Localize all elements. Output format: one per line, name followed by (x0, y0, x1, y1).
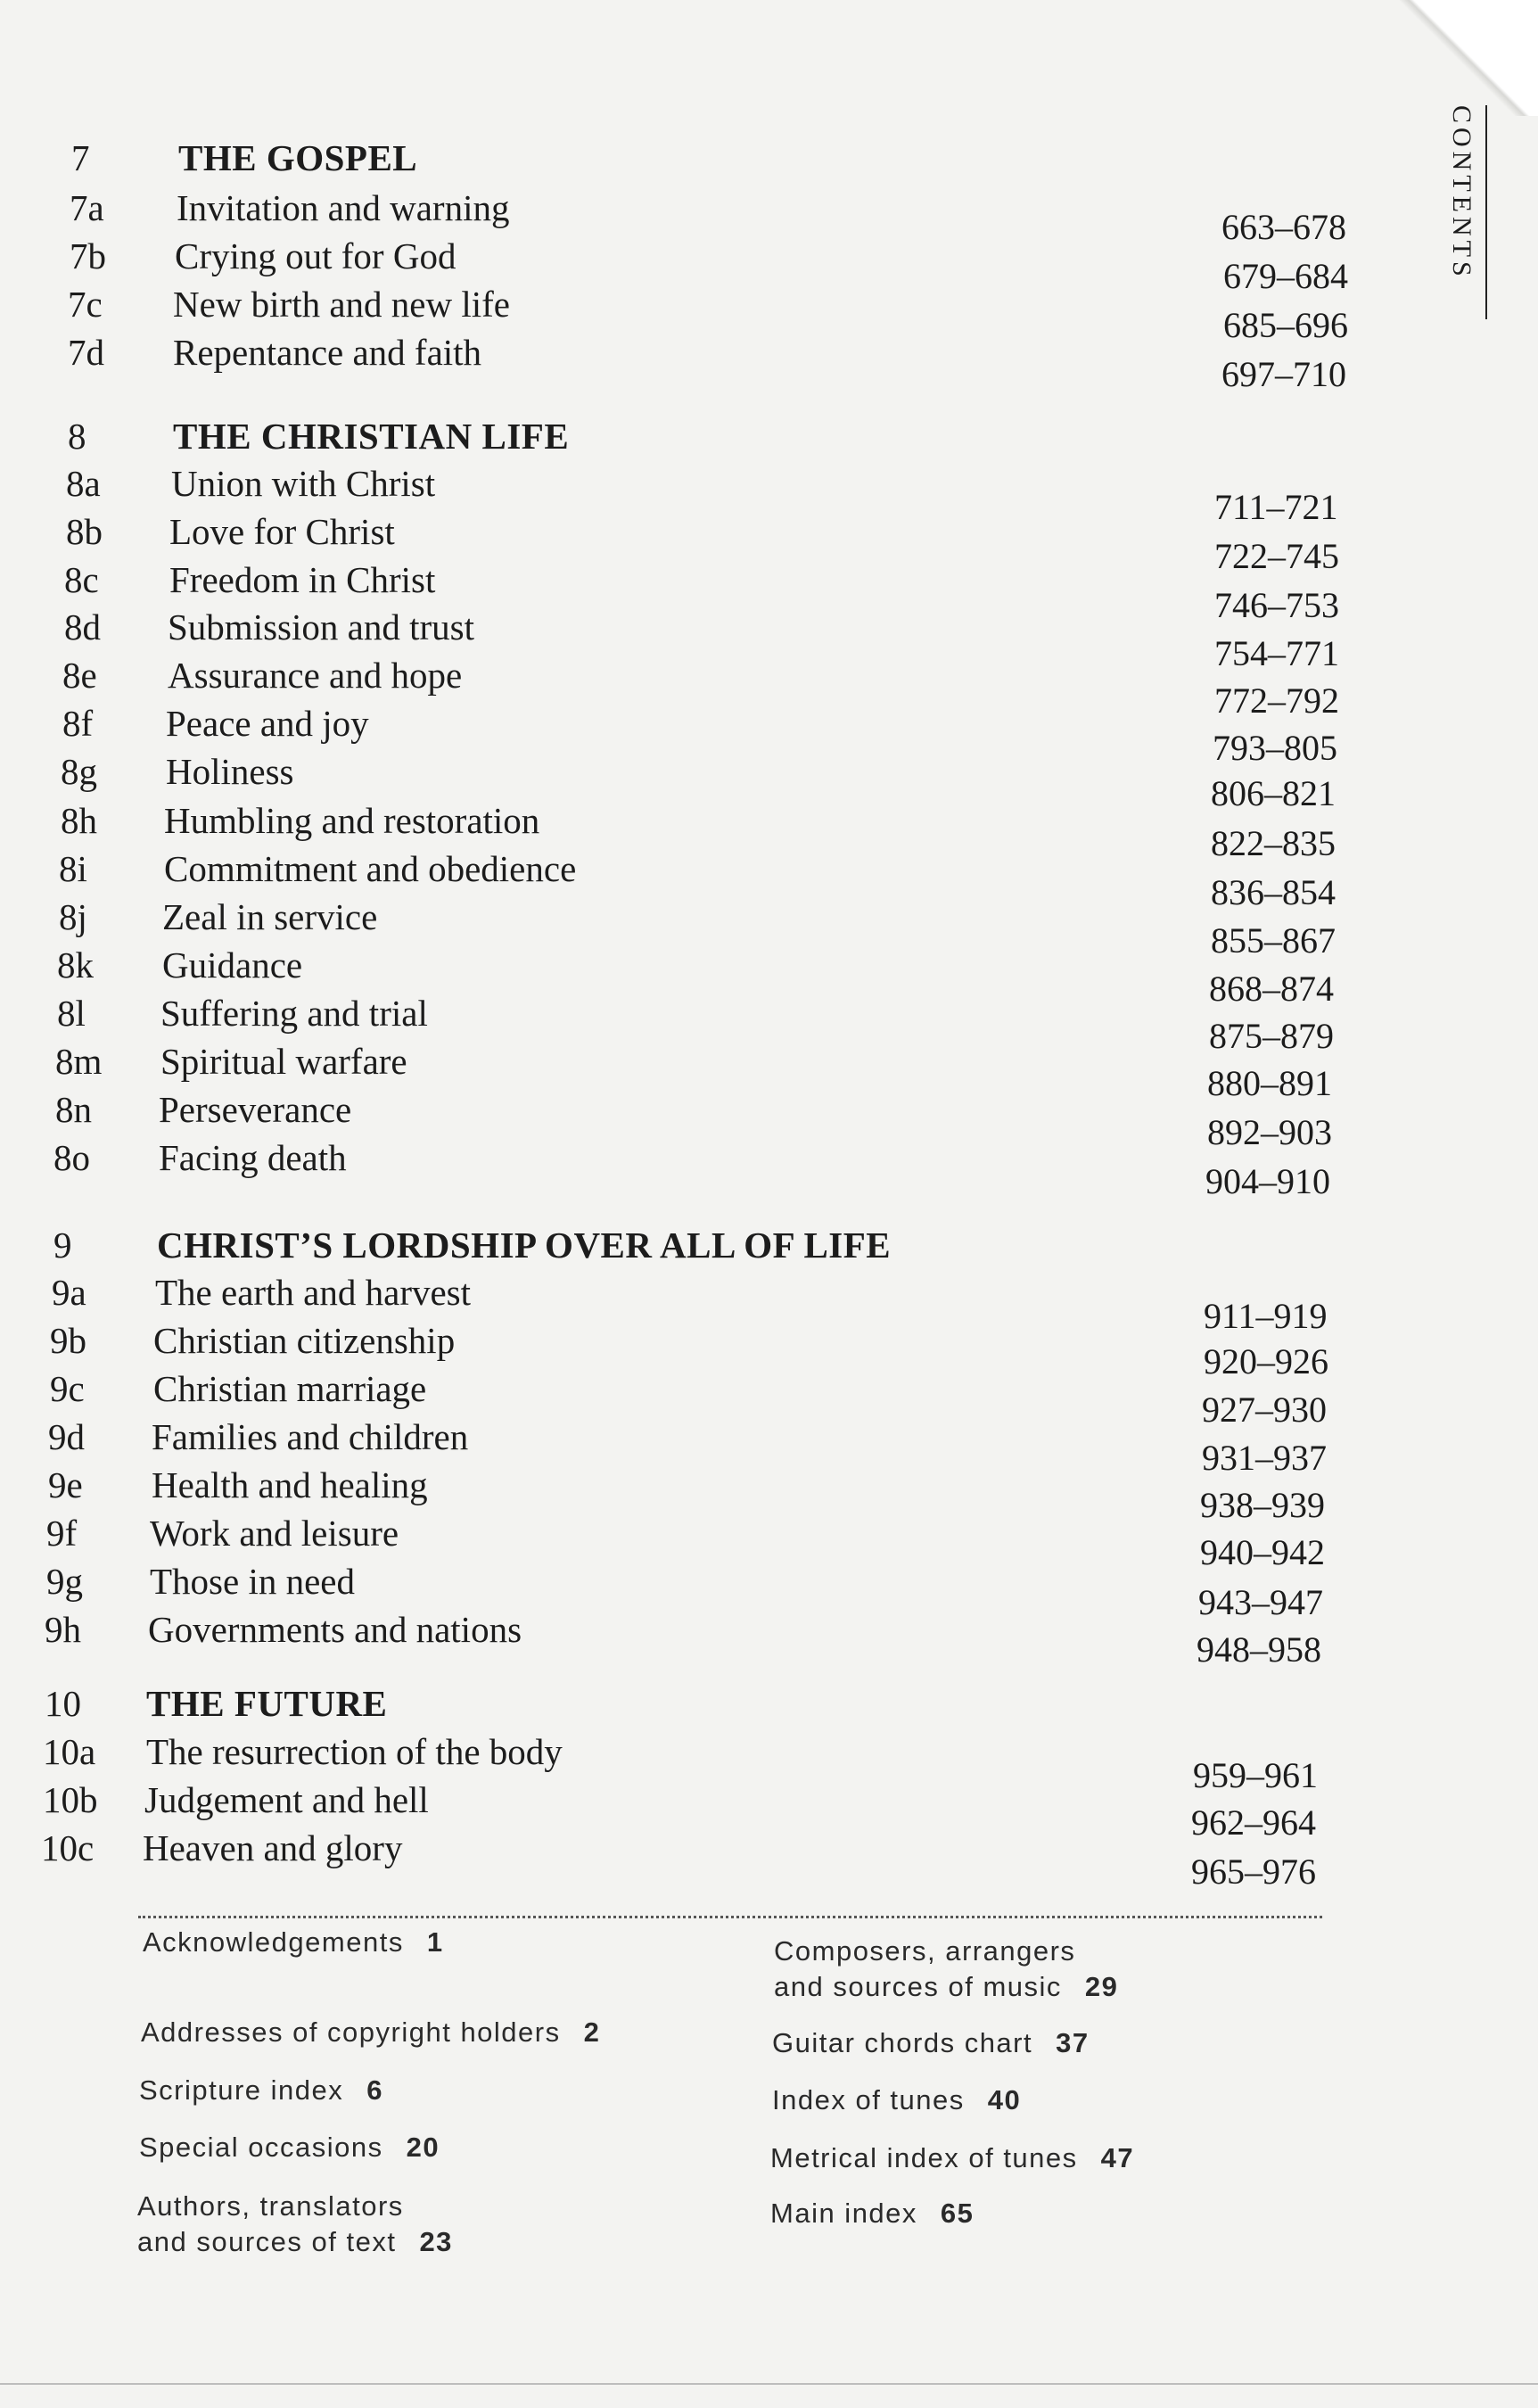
entry-code: 8a (66, 463, 101, 504)
entry-code: 8n (55, 1089, 92, 1130)
entry-code: 9d (48, 1416, 85, 1457)
entry-title: Heaven and glory (143, 1827, 403, 1868)
index-composers[interactable] (774, 1934, 1118, 2005)
page-bottom-edge (0, 2383, 1538, 2385)
index-label: Acknowledgements (143, 1926, 404, 1958)
range-9a: 911–919 (1204, 1296, 1328, 1336)
range-8m: 880–891 (1207, 1063, 1332, 1103)
entry-code: 9a (52, 1272, 86, 1313)
entry-code: 8o (53, 1137, 90, 1178)
range-8f: 793–805 (1213, 728, 1337, 768)
range-8e: 772–792 (1214, 680, 1339, 721)
entry-8c (0, 556, 1427, 604)
range-7c: 685–696 (1223, 305, 1348, 345)
index-guitar-chords[interactable] (772, 2025, 1090, 2061)
range-10b: 962–964 (1191, 1802, 1316, 1843)
range-9f: 940–942 (1200, 1532, 1325, 1572)
range-8b: 722–745 (1214, 536, 1339, 576)
range-9g: 943–947 (1198, 1582, 1323, 1622)
range-10c: 965–976 (1191, 1851, 1316, 1892)
entry-code: 7d (68, 332, 104, 373)
entry-8d (0, 603, 1427, 651)
range-9e: 938–939 (1200, 1485, 1325, 1525)
range-9b: 920–926 (1204, 1341, 1328, 1381)
index-page: 6 (366, 2074, 384, 2106)
range-8j: 855–867 (1211, 920, 1336, 961)
entry-code: 9h (45, 1609, 81, 1650)
range-8o: 904–910 (1205, 1161, 1330, 1201)
range-7d: 697–710 (1221, 354, 1346, 394)
entry-title: Union with Christ (171, 463, 436, 504)
index-authors[interactable] (137, 2189, 453, 2260)
index-page: 23 (419, 2226, 453, 2257)
entry-code: 10b (43, 1779, 98, 1820)
side-tab-label: CONTENTS (1447, 105, 1476, 281)
section-number: 7 (71, 137, 90, 178)
entry-7d (0, 328, 1427, 376)
entry-code: 8h (61, 800, 97, 841)
entry-title: Love for Christ (169, 511, 395, 552)
range-10a: 959–961 (1193, 1755, 1318, 1795)
entry-8b (0, 507, 1427, 556)
index-copyright-holders[interactable] (141, 2015, 600, 2050)
range-8i: 836–854 (1211, 872, 1336, 912)
entry-7a (0, 184, 1427, 232)
entry-title: Submission and trust (168, 606, 474, 647)
entry-title: Christian citizenship (153, 1320, 456, 1361)
index-special-occasions[interactable] (139, 2130, 440, 2165)
index-label: Main index (770, 2198, 917, 2229)
range-8l: 875–879 (1209, 1016, 1334, 1056)
entry-title: Repentance and faith (173, 332, 482, 373)
entry-code: 8m (55, 1041, 103, 1082)
entry-title: Invitation and warning (177, 187, 510, 228)
entry-title: Those in need (150, 1561, 355, 1602)
entry-title: Peace and joy (166, 703, 369, 744)
entry-title: Perseverance (159, 1089, 352, 1130)
range-8g: 806–821 (1211, 773, 1336, 813)
index-label: Scripture index (139, 2074, 344, 2106)
section-title: CHRIST’S LORDSHIP OVER ALL OF LIFE (157, 1225, 892, 1266)
range-8h: 822–835 (1211, 823, 1336, 863)
entry-code: 8f (62, 703, 94, 744)
entry-code: 10a (43, 1731, 96, 1772)
range-9h: 948–958 (1197, 1629, 1321, 1670)
entry-code: 8j (59, 896, 87, 937)
entry-code: 8b (66, 511, 103, 552)
entry-8a (0, 459, 1427, 507)
entry-code: 8g (61, 751, 97, 792)
entry-code: 8l (57, 993, 86, 1034)
index-label: Addresses of copyright holders (141, 2016, 561, 2048)
entry-8e (0, 651, 1427, 699)
index-page: 1 (426, 1926, 444, 1958)
entry-title: Work and leisure (150, 1513, 399, 1554)
section-9-heading (0, 1221, 1427, 1269)
entry-title: Humbling and restoration (164, 800, 540, 841)
index-acknowledgements[interactable] (143, 1925, 444, 1960)
section-number: 8 (68, 416, 86, 457)
index-metrical[interactable] (770, 2140, 1134, 2176)
index-tunes[interactable] (772, 2082, 1021, 2118)
entry-title: Facing death (159, 1137, 347, 1178)
entry-title: Christian marriage (153, 1368, 427, 1409)
index-scripture[interactable] (139, 2073, 383, 2108)
entry-title: Guidance (162, 944, 303, 985)
index-label: Index of tunes (772, 2084, 965, 2115)
index-main[interactable] (770, 2196, 974, 2231)
range-7b: 679–684 (1223, 256, 1348, 296)
dotted-divider (138, 1916, 1322, 1918)
index-label-line-1: Authors, translators (137, 2190, 404, 2222)
entry-title: Spiritual warfare (160, 1041, 407, 1082)
range-9d: 931–937 (1202, 1438, 1327, 1478)
entry-title: The earth and harvest (155, 1272, 472, 1313)
section-title: THE FUTURE (146, 1683, 388, 1724)
entry-title: Health and healing (152, 1464, 428, 1505)
entry-title: Suffering and trial (160, 993, 428, 1034)
entry-7b (0, 232, 1427, 280)
section-7-heading (0, 134, 1427, 182)
entry-title: Governments and nations (148, 1609, 522, 1650)
index-page: 2 (583, 2016, 601, 2048)
entry-code: 8i (59, 848, 87, 889)
index-page: 47 (1100, 2142, 1135, 2173)
section-title: THE GOSPEL (178, 137, 418, 178)
entry-code: 9g (46, 1561, 83, 1602)
entry-code: 8e (62, 655, 97, 696)
range-9c: 927–930 (1202, 1390, 1327, 1430)
entry-title: Families and children (152, 1416, 469, 1457)
index-page: 37 (1056, 2027, 1090, 2058)
index-page: 29 (1084, 1971, 1119, 2002)
entry-code: 7c (68, 284, 103, 325)
entry-code: 9b (50, 1320, 86, 1361)
entry-title: Crying out for God (175, 235, 456, 276)
entry-title: Zeal in service (162, 896, 378, 937)
index-label: Metrical index of tunes (770, 2142, 1078, 2173)
section-8-heading (0, 412, 1427, 460)
entry-title: Freedom in Christ (169, 559, 436, 600)
range-7a: 663–678 (1221, 207, 1346, 247)
range-8n: 892–903 (1207, 1112, 1332, 1152)
range-8k: 868–874 (1209, 969, 1334, 1009)
entry-code: 8d (64, 606, 101, 647)
range-8c: 746–753 (1214, 585, 1339, 625)
entry-code: 8k (57, 944, 94, 985)
entry-code: 7a (70, 187, 104, 228)
entry-code: 9f (46, 1513, 78, 1554)
index-label-line-1: Composers, arrangers (774, 1935, 1076, 1967)
entry-code: 8c (64, 559, 99, 600)
entry-title: The resurrection of the body (146, 1731, 563, 1772)
section-title: THE CHRISTIAN LIFE (173, 416, 570, 457)
index-label: Guitar chords chart (772, 2027, 1033, 2058)
entry-7c (0, 280, 1427, 328)
entry-title: Assurance and hope (168, 655, 463, 696)
entry-code: 7b (70, 235, 106, 276)
entry-title: Holiness (166, 751, 294, 792)
entry-code: 9c (50, 1368, 85, 1409)
index-label-line-2: and sources of text (137, 2226, 397, 2257)
range-8d: 754–771 (1214, 633, 1339, 673)
index-label: Special occasions (139, 2132, 383, 2163)
index-page: 20 (406, 2132, 440, 2163)
entry-title: New birth and new life (173, 284, 510, 325)
contents-side-tab (1434, 105, 1487, 319)
section-number: 9 (53, 1225, 72, 1266)
range-8a: 711–721 (1214, 487, 1338, 527)
entry-code: 9e (48, 1464, 83, 1505)
index-label-line-2: and sources of music (774, 1971, 1062, 2002)
index-page: 65 (940, 2198, 975, 2229)
folded-corner (1395, 0, 1538, 116)
entry-title: Judgement and hell (144, 1779, 429, 1820)
section-number: 10 (45, 1683, 81, 1724)
entry-title: Commitment and obedience (164, 848, 577, 889)
index-page: 40 (987, 2084, 1022, 2115)
section-10-heading (0, 1679, 1427, 1728)
entry-code: 10c (41, 1827, 95, 1868)
